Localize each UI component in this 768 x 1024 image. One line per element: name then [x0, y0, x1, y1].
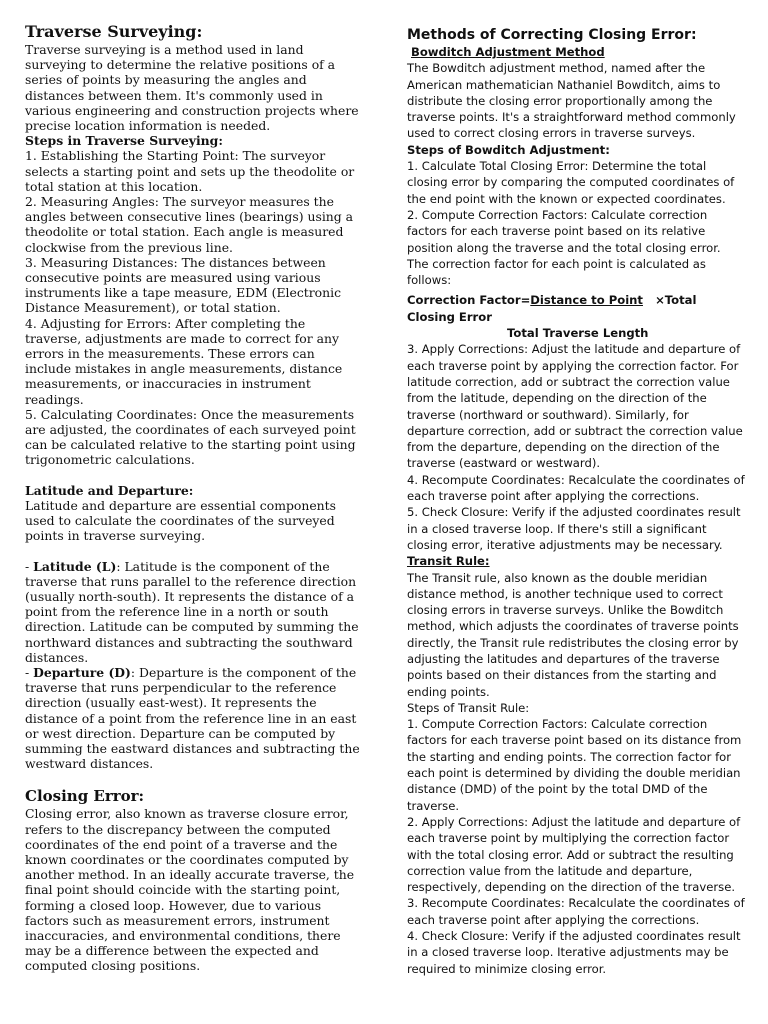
- transit-steps-heading: Steps of Transit Rule:: [407, 700, 530, 715]
- transit-step: 1. Compute Correction Factors: Calculate correction factors for each traverse point based on its distance from the starting and ending points. The correction factor for each point is determined by dividing the double meridian distance (DMD) of the point by the total DMD of the traverse.: [407, 717, 742, 813]
- departure-paragraph: [25, 665, 360, 771]
- latitude-prefix: -: [25, 558, 34, 574]
- latitude-text: : Latitude is the component of the traverse that runs parallel to the reference direction (usually north-south). It represents the distance of a point from the reference line in a north or south direction. Latitude can be computed by summing the northward distances and subtracting the southward distances.: [25, 558, 359, 665]
- transit-intro: The Transit rule, also known as the double meridian distance method, is another technique used to correct closing errors in traverse surveys. Unlike the Bowditch method, which adjusts the coordinates of traverse points directly, the Transit rule redistributes the closing error by adjusting the latitudes and departures of the traverse points based on their distances from the starting and ending points.: [407, 570, 739, 699]
- closing-heading: Closing Error:: [25, 787, 145, 806]
- bowditch-intro: The Bowditch adjustment method, named after the American mathematician Nathaniel Bowditch, aims to distribute the closing error proportionally among the traverse points. It's a straightforward method commonly used to correct closing errors in traverse surveys.: [407, 61, 736, 141]
- correction-formula: [407, 292, 745, 325]
- formula-lhs: Correction Factor=: [407, 293, 531, 308]
- bowditch-step: 5. Check Closure: Verify if the adjusted coordinates result in a closed traverse loop. If there's still a significant closing error, iterative adjustments may be necessary.: [407, 505, 741, 552]
- closing-paragraph: Closing error, also known as traverse closure error, refers to the discrepancy between the computed coordinates of the end point of a traverse and the known coordinates or the coordinates computed by another method. In an ideally accurate traverse, the final point should coincide with the starting point, forming a closed loop. However, due to various factors such as measurement errors, instrument inaccuracies, and environmental conditions, there may be a difference between the expected and computed closing positions.: [25, 806, 355, 974]
- latdep-intro: Latitude and departure are essential components used to calculate the coordinates of the surveyed points in traverse surveying.: [25, 497, 336, 544]
- step-item: 3. Measuring Distances: The distances between consecutive points are measured using various instruments like a tape measure, EDM (Electronic Distance Measurement), or total station.: [25, 254, 342, 316]
- page-title: Traverse Surveying:: [25, 22, 203, 41]
- departure-text: : Departure is the component of the traverse that runs perpendicular to the reference direction (usually east-west). It represents the distance of a point from the reference line in an east or west direction. Departure can be computed by summing the eastward distances and subtracting the westward distances.: [25, 664, 360, 772]
- intro-paragraph: Traverse surveying is a method used in land surveying to determine the relative positions of a series of points by measuring the angles and distances between them. It's commonly used in various engineering and construction projects where precise location information is needed.: [25, 42, 359, 134]
- transit-step: 4. Check Closure: Verify if the adjusted coordinates result in a closed traverse loop. Iterative adjustments may be required to minimize closing error.: [407, 929, 741, 976]
- step-item: 1. Establishing the Starting Point: The surveyor selects a starting point and sets up the theodolite or total station at this location.: [25, 148, 355, 194]
- transit-step: 3. Recompute Coordinates: Recalculate the coordinates of each traverse point after applying the corrections.: [407, 896, 745, 927]
- bowditch-step: 4. Recompute Coordinates: Recalculate the coordinates of each traverse point after applying the corrections.: [407, 472, 745, 504]
- step-item: 4. Adjusting for Errors: After completing the traverse, adjustments are made to correct for any errors in the measurements. These errors can include mistakes in angle measurements, distance measurements, or inaccuracies in instrument readings.: [25, 315, 343, 407]
- steps-heading: Steps in Traverse Surveying:: [25, 133, 223, 149]
- step-item: 2. Measuring Angles: The surveyor measures the angles between consecutive lines (bearings) using a theodolite or total station. Each angle is measured clockwise from the previous line.: [25, 194, 354, 255]
- transit-step: 2. Apply Corrections: Adjust the latitude and departure of each traverse point by multiplying the correction factor with the total closing error. Add or subtract the resulting correction value from the latitude and departure, respectively, depending on the direction of the traverse.: [407, 814, 741, 895]
- departure-prefix: -: [25, 664, 34, 680]
- bowditch-heading: Bowditch Adjustment Method: [411, 45, 605, 59]
- formula-denominator: Total Traverse Length: [507, 326, 649, 341]
- bowditch-step: 2. Compute Correction Factors: Calculate correction factors for each traverse point based on its relative position along the traverse and the total closing error. The correction factor for each point is calculated as follows:: [407, 207, 721, 288]
- left-column: [25, 22, 360, 974]
- latdep-heading: Latitude and Departure:: [25, 482, 194, 498]
- departure-term: Departure (D): [33, 664, 131, 680]
- bowditch-steps-heading: Steps of Bowditch Adjustment:: [407, 142, 610, 157]
- latitude-paragraph: [25, 559, 360, 665]
- formula-numerator: Distance to Point: [530, 293, 643, 308]
- latitude-term: Latitude (L): [33, 558, 117, 574]
- methods-title: Methods of Correcting Closing Error:: [407, 27, 697, 43]
- bowditch-step: 3. Apply Corrections: Adjust the latitude and departure of each traverse point by applying the correction factor. For latitude correction, add or subtract the correction value from the latitude, depending on the direction of the traverse (northward or southward). Similarly, for departure correction, add or subtract the correction value from the departure, depending on the direction of the traverse (eastward or westward).: [407, 342, 743, 471]
- bowditch-step: 1. Calculate Total Closing Error: Determine the total closing error by comparing the computed coordinates of the end point with the known or expected coordinates.: [407, 159, 735, 206]
- formula-rhs: ×Total Closing Error: [407, 293, 697, 324]
- step-item: 5. Calculating Coordinates: Once the measurements are adjusted, the coordinates of each surveyed point can be calculated relative to the starting point using trigonometric calculations.: [25, 406, 356, 468]
- transit-heading: Transit Rule:: [407, 554, 490, 569]
- right-column: [407, 26, 745, 977]
